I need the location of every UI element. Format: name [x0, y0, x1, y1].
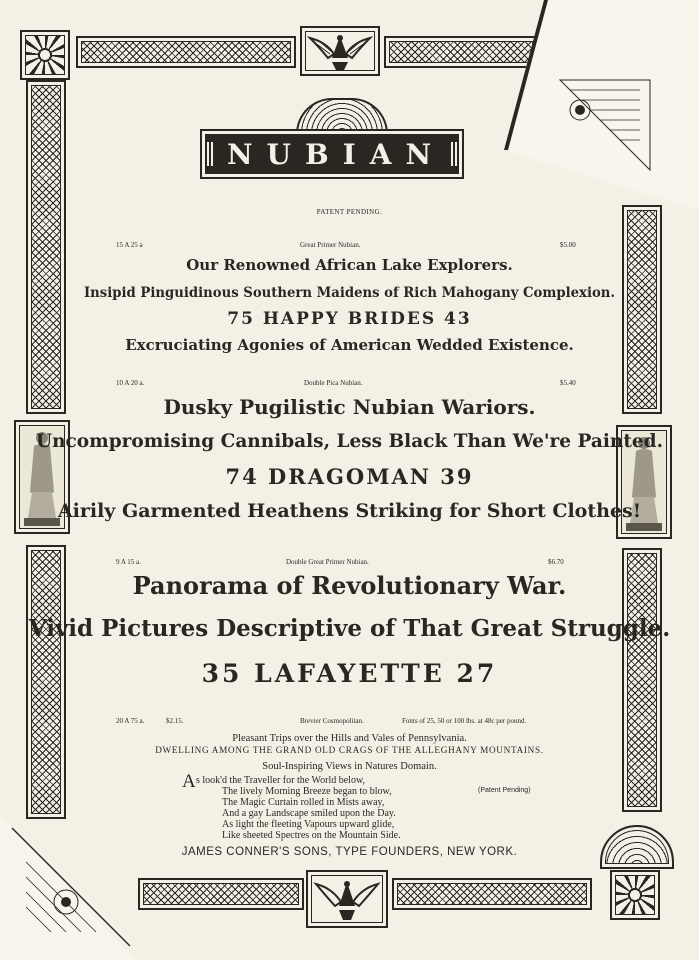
top-right-hatched-band: [384, 36, 538, 68]
bottom-eagle-ornament: [306, 870, 388, 928]
poem-patent-note: (Patent Pending): [478, 787, 531, 794]
specimen-line: Uncompromising Cannibals, Less Black Than We're Painted.: [35, 431, 664, 452]
section-3-quantity: 9 A 15 a.: [116, 558, 141, 566]
bottom-right-hatched-band: [392, 878, 592, 910]
founder-imprint: JAMES CONNER'S SONS, TYPE FOUNDERS, NEW YORK.: [181, 846, 518, 858]
specimen-line: Our Renowned African Lake Explorers.: [186, 256, 513, 274]
cosmopolitan-quantity: 20 A 75 a.: [116, 717, 145, 725]
specimen-line: 75 HAPPY BRIDES 43: [227, 309, 472, 329]
title-scroll-ornament: [296, 98, 388, 134]
cosmopolitan-price: $2.15.: [166, 717, 184, 725]
specimen-line: Excruciating Agonies of American Wedded Existence.: [125, 336, 574, 354]
section-3-price: $6.70: [548, 558, 564, 566]
specimen-line: Airily Garmented Heathens Striking for Short Clothes!: [57, 500, 642, 522]
patent-pending-label: PATENT PENDING.: [316, 208, 383, 216]
eagle-icon: [302, 28, 378, 74]
bottom-left-hatched-band: [138, 878, 304, 910]
title-left-ornament: [207, 142, 213, 166]
specimen-line: 74 DRAGOMAN 39: [225, 464, 474, 489]
fold-lattice-ornament-bottom: [6, 822, 136, 952]
poem-line: The Magic Curtain rolled in Mists away,: [222, 797, 385, 808]
poem-drop-cap: A: [182, 771, 196, 792]
cosmopolitan-line: DWELLING AMONG THE GRAND OLD CRAGS OF THE ALLEGHANY MOUNTAINS.: [155, 745, 544, 755]
specimen-line: Vivid Pictures Descriptive of That Great Struggle.: [28, 615, 671, 642]
left-upper-hatched-band: [26, 80, 66, 414]
section-3-size-name: Double Great Primer Nubian.: [286, 558, 369, 566]
poem-line: And a gay Landscape smiled upon the Day.: [222, 808, 396, 819]
section-1-price: $5.00: [560, 241, 576, 249]
section-1-quantity: 15 A 25 a: [116, 241, 143, 249]
eagle-icon: [308, 872, 386, 926]
poem-line: Like sheeted Spectres on the Mountain Side.: [222, 830, 401, 841]
specimen-line: 35 LAFAYETTE 27: [201, 659, 498, 688]
top-left-hatched-band: [76, 36, 296, 68]
section-2-price: $5.40: [560, 379, 576, 387]
specimen-line: Insipid Pinguidinous Southern Maidens of Rich Mahogany Complexion.: [83, 285, 616, 301]
cosmopolitan-line: Soul-Inspiring Views in Natures Domain.: [262, 761, 437, 772]
poem-line: The lively Morning Breeze began to blow,: [222, 786, 392, 797]
top-eagle-ornament: [300, 26, 380, 76]
section-2-quantity: 10 A 20 a.: [116, 379, 145, 387]
poem-line: As light the fleeting Vapours upward glide,: [222, 819, 395, 830]
bottom-right-rosette-ornament: [610, 870, 660, 920]
title-right-ornament: [451, 142, 457, 166]
title-plate: [205, 134, 459, 174]
section-1-size-name: Great Primer Nubian.: [300, 241, 361, 249]
specimen-line: Panorama of Revolutionary War.: [132, 571, 567, 600]
top-left-rosette-ornament: [20, 30, 70, 80]
cosmopolitan-line: Pleasant Trips over the Hills and Vales of Pennsylvania.: [232, 733, 467, 744]
specimen-line: Dusky Pugilistic Nubian Wariors.: [163, 395, 536, 419]
section-2-size-name: Double Pica Nubian.: [304, 379, 363, 387]
page-title: NUBIAN: [226, 137, 446, 171]
fold-lattice-ornament: [540, 40, 690, 190]
poem-line: s look'd the Traveller for the World below,: [196, 775, 366, 786]
cosmopolitan-fonts-note: Fonts of 25, 50 or 100 lbs. at 48c per pound.: [402, 717, 527, 725]
cosmopolitan-size-name: Brevier Cosmopolitan.: [300, 717, 364, 725]
